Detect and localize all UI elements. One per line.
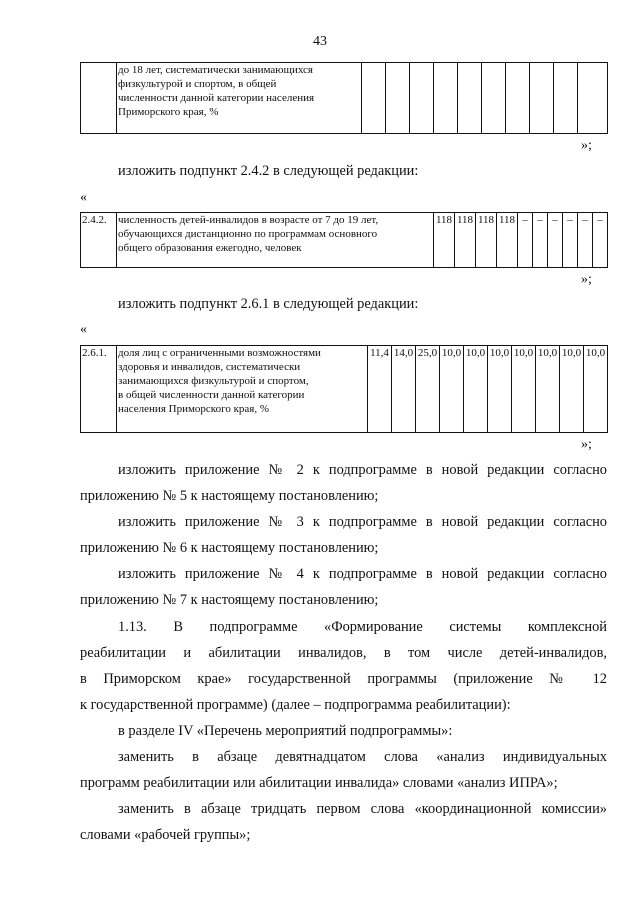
open-quote: « — [80, 190, 87, 205]
paragraph-line: реабилитации и абилитации инвалидов, в том числе детей-инвалидов, — [80, 645, 607, 661]
close-quote: »; — [581, 437, 592, 452]
table-cell-value: – — [533, 213, 548, 268]
table-cell-value — [410, 63, 434, 134]
close-quote: »; — [581, 272, 592, 287]
text-line: доля лиц с ограниченными возможностями — [118, 347, 321, 359]
table-cell-value — [578, 63, 608, 134]
table-cell-value — [482, 63, 506, 134]
table-cell-value: 10,0 — [512, 346, 536, 433]
text-line: Приморского края, % — [118, 106, 219, 118]
table-cell-number — [81, 63, 117, 134]
table-cell-description — [117, 346, 368, 433]
paragraph-line: в Приморском крае» государственной программы (приложение № 12 — [80, 671, 607, 687]
table-cell-value: – — [518, 213, 533, 268]
indicator-table-continued — [80, 62, 608, 134]
table-cell-description — [117, 213, 434, 268]
table-cell-value: 10,0 — [560, 346, 584, 433]
table-cell-value — [362, 63, 386, 134]
table-cell-value: 25,0 — [416, 346, 440, 433]
paragraph-line: программ реабилитации или абилитации инвалида» словами «анализ ИПРА»; — [80, 775, 558, 791]
text-line: физкультурой и спортом, в общей — [118, 78, 277, 90]
table-cell-value: 118 — [434, 213, 455, 268]
text-line: до 18 лет, систематически занимающихся — [118, 64, 313, 76]
table-cell-value: – — [578, 213, 593, 268]
text-line: здоровья и инвалидов, систематически — [118, 361, 301, 373]
table-cell-value: 118 — [455, 213, 476, 268]
text-line: численность детей-инвалидов в возрасте от 7 до 19 лет, — [118, 214, 379, 226]
text-line: численности данной категории населения — [118, 92, 315, 104]
paragraph-line: изложить приложение № 4 к подпрограмме в новой редакции согласно — [118, 566, 607, 582]
text-line: общего образования ежегодно, человек — [118, 242, 302, 254]
table-cell-value — [458, 63, 482, 134]
open-quote: « — [80, 322, 87, 337]
table-cell-description — [117, 63, 362, 134]
table-cell-value: – — [593, 213, 608, 268]
paragraph-line: приложению № 6 к настоящему постановлению; — [80, 540, 379, 556]
table-cell-value: 10,0 — [584, 346, 608, 433]
table-cell-value: – — [563, 213, 578, 268]
text-line: населения Приморского края, % — [118, 403, 270, 415]
table-cell-value: 14,0 — [392, 346, 416, 433]
paragraph-line: 1.13. В подпрограмме «Формирование системы комплексной — [118, 619, 607, 635]
paragraph-line: заменить в абзаце девятнадцатом слова «анализ индивидуальных — [118, 749, 607, 765]
indicator-table-242 — [80, 212, 608, 268]
paragraph-line: изложить подпункт 2.4.2 в следующей редакции: — [118, 163, 419, 179]
table-cell-value — [506, 63, 530, 134]
paragraph-line: словами «рабочей группы»; — [80, 827, 251, 843]
page-number: 43 — [313, 34, 327, 49]
table-cell-value: 11,4 — [368, 346, 392, 433]
text-line: обучающихся дистанционно по программам основного — [118, 228, 378, 240]
table-cell-value: 118 — [476, 213, 497, 268]
table-cell-value — [434, 63, 458, 134]
paragraph-line: в разделе IV «Перечень мероприятий подпрограммы»: — [118, 723, 453, 739]
table-cell-value: 10,0 — [488, 346, 512, 433]
indicator-table-261 — [80, 345, 608, 433]
table-cell-value: – — [548, 213, 563, 268]
paragraph-line: к государственной программе) (далее – подпрограмма реабилитации): — [80, 697, 511, 713]
paragraph-line: приложению № 5 к настоящему постановлению; — [80, 488, 379, 504]
table-cell-value — [386, 63, 410, 134]
paragraph-line: изложить приложение № 3 к подпрограмме в новой редакции согласно — [118, 514, 607, 530]
table-cell-value: 10,0 — [464, 346, 488, 433]
table-cell-value — [554, 63, 578, 134]
table-cell-value: 10,0 — [536, 346, 560, 433]
table-cell-value — [530, 63, 554, 134]
table-cell-value: 118 — [497, 213, 518, 268]
table-cell-value: 10,0 — [440, 346, 464, 433]
table-cell-number: 2.4.2. — [81, 213, 117, 268]
text-line: в общей численности данной категории — [118, 389, 305, 401]
table-cell-number: 2.6.1. — [81, 346, 117, 433]
close-quote: »; — [581, 138, 592, 153]
paragraph-line: приложению № 7 к настоящему постановлению; — [80, 592, 379, 608]
text-line: занимающихся физкультурой и спортом, — [118, 375, 309, 387]
paragraph-line: заменить в абзаце тридцать первом слова «координационной комиссии» — [118, 801, 607, 817]
paragraph-line: изложить подпункт 2.6.1 в следующей редакции: — [118, 296, 419, 312]
paragraph-line: изложить приложение № 2 к подпрограмме в новой редакции согласно — [118, 462, 607, 478]
